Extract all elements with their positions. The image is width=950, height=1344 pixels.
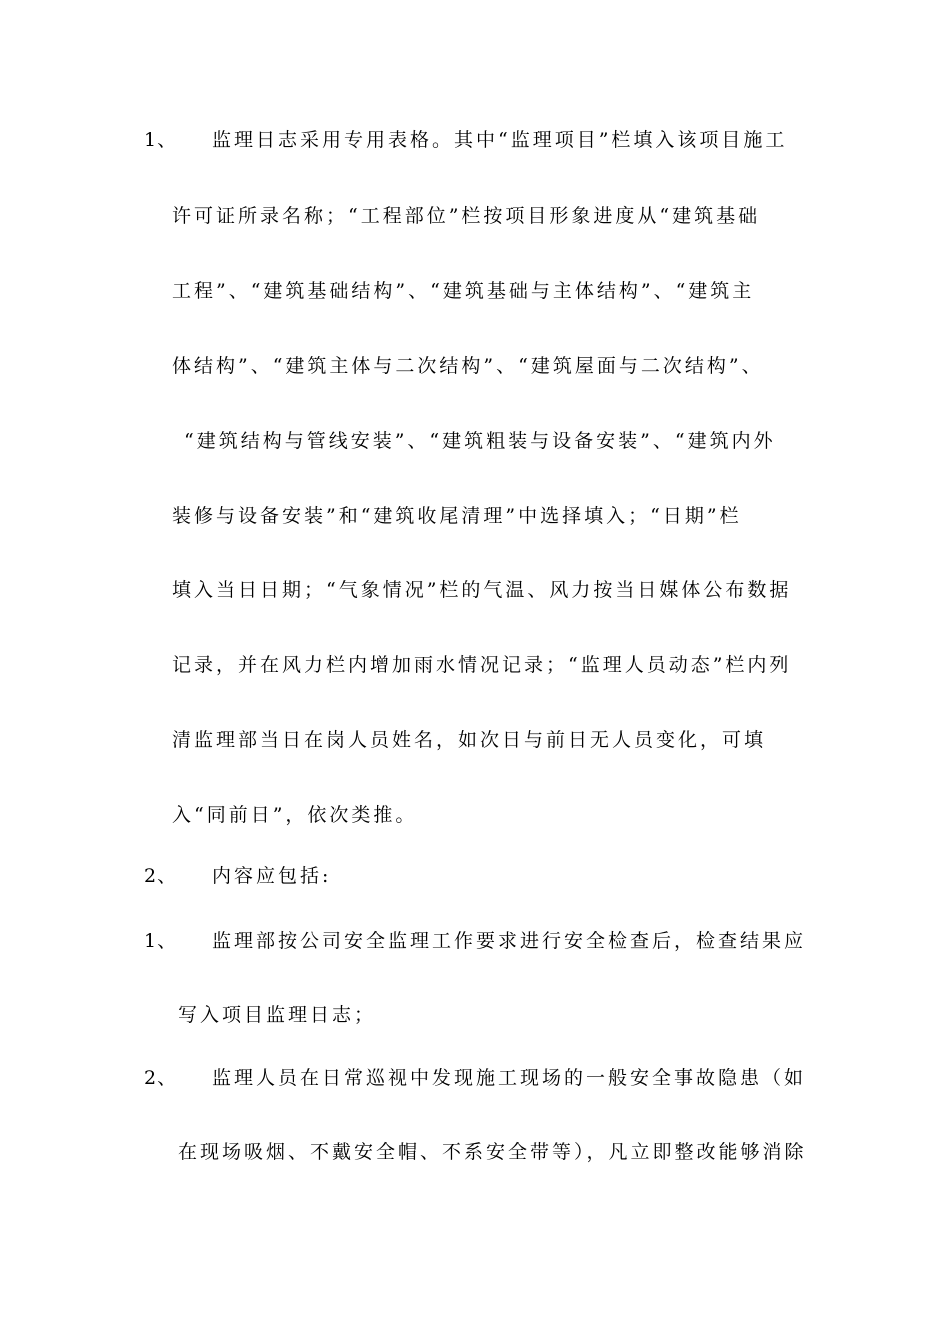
paragraph-line: 工程”、“建筑基础结构”、“建筑基础与主体结构”、“建筑主 bbox=[172, 280, 755, 302]
paragraph-line: 许可证所录名称；“工程部位”栏按项目形象进度从“建筑基础 bbox=[172, 205, 761, 227]
item-number: 1、 bbox=[144, 930, 178, 952]
paragraph-line: 入“同前日”，依次类推。 bbox=[172, 804, 418, 826]
item-number: 1、 bbox=[144, 129, 178, 151]
paragraph-line: 监理日志采用专用表格。其中“监理项目”栏填入该项目施工 bbox=[212, 129, 788, 151]
paragraph-line: “建筑结构与管线安装”、“建筑粗装与设备安装”、“建筑内外 bbox=[184, 430, 776, 452]
paragraph-line: 体结构”、“建筑主体与二次结构”、“建筑屋面与二次结构”、 bbox=[172, 355, 764, 377]
paragraph-line: 监理人员在日常巡视中发现施工现场的一般安全事故隐患（如 bbox=[212, 1067, 807, 1089]
paragraph-line: 写入项目监理日志； bbox=[178, 1004, 377, 1026]
item-number: 2、 bbox=[144, 1067, 178, 1089]
paragraph-line: 填入当日日期；“气象情况”栏的气温、风力按当日媒体公布数据 bbox=[172, 579, 792, 601]
paragraph-line: 记录，并在风力栏内增加雨水情况记录；“监理人员动态”栏内列 bbox=[172, 654, 792, 676]
paragraph-line: 装修与设备安装”和“建筑收尾清理”中选择填入；“日期”栏 bbox=[172, 505, 742, 527]
item-number: 2、 bbox=[144, 865, 178, 887]
paragraph-line: 内容应包括: bbox=[212, 865, 332, 887]
paragraph-line: 监理部按公司安全监理工作要求进行安全检查后，检查结果应 bbox=[212, 930, 807, 952]
paragraph-line: 在现场吸烟、不戴安全帽、不系安全带等），凡立即整改能够消除 bbox=[178, 1141, 807, 1163]
paragraph-line: 清监理部当日在岗人员姓名，如次日与前日无人员变化，可填 bbox=[172, 729, 767, 751]
